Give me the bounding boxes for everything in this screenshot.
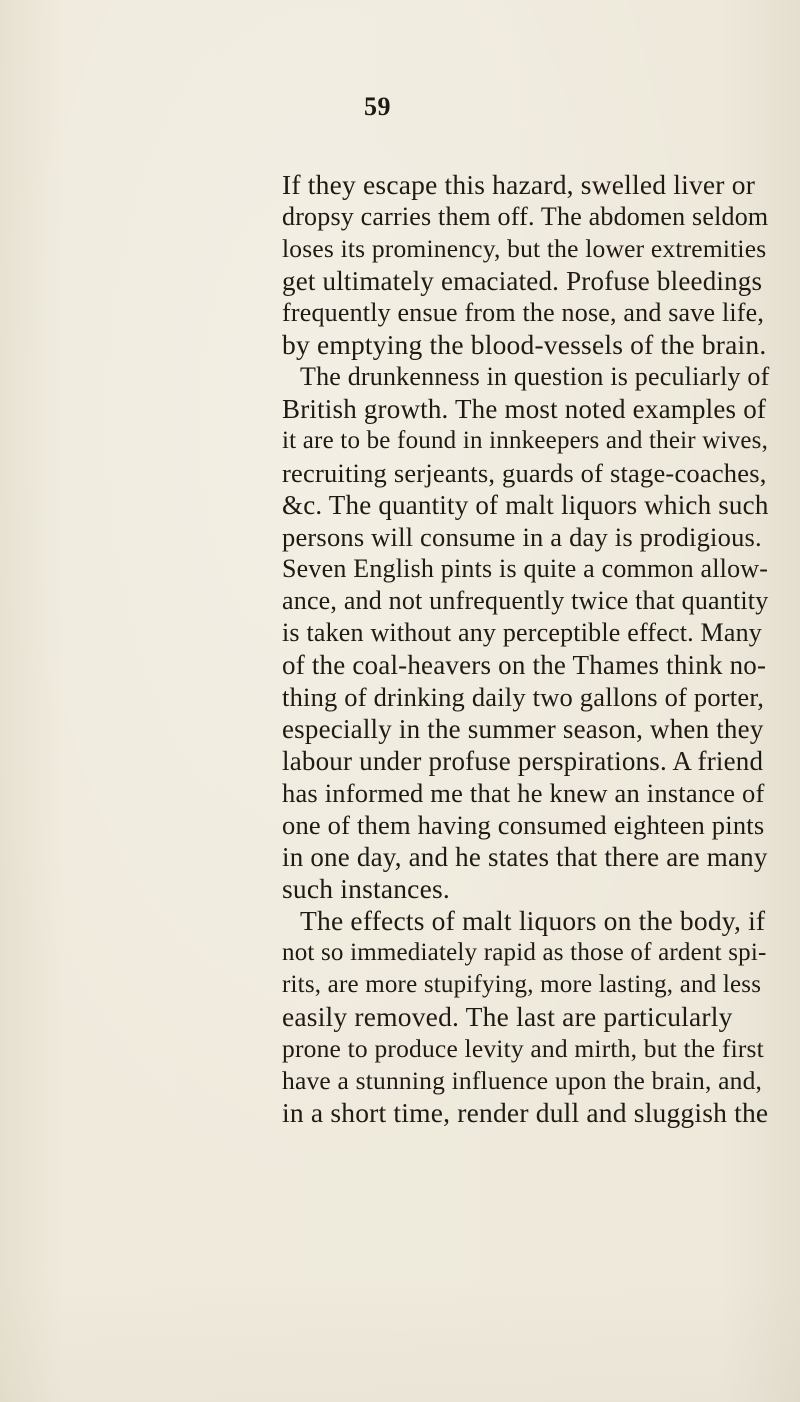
text-line-21: one of them having consumed eighteen pints [282, 810, 765, 840]
text-line-24: The effects of malt liquors on the body, if [300, 905, 766, 936]
text-line-4: get ultimately emaciated. Profuse bleedings [282, 266, 763, 296]
text-line-19: labour under profuse perspirations. A friend [282, 746, 764, 776]
text-line-15: is taken without any perceptible effect. Many [282, 618, 762, 647]
text-line-30: in a short time, render dull and sluggish the [282, 1097, 769, 1128]
text-line-1: If they escape this hazard, swelled liver or [282, 169, 756, 200]
text-line-28: prone to produce levity and mirth, but the first [282, 1034, 764, 1063]
text-line-8: British growth. The most noted examples of [282, 394, 767, 424]
text-line-26: rits, are more stupifying, more lasting, and less [282, 971, 762, 998]
text-line-13: Seven English pints is quite a common allow- [282, 554, 769, 583]
text-line-7: The drunkenness in question is peculiarly of [300, 362, 770, 391]
text-line-5: frequently ensue from the nose, and save life, [282, 298, 765, 327]
text-line-14: ance, and not unfrequently twice that quantity [282, 586, 769, 615]
text-line-22: in one day, and he states that there are many [282, 842, 768, 872]
text-line-3: loses its prominency, but the lower extremities [282, 234, 767, 263]
text-line-18: especially in the summer season, when they [282, 714, 764, 744]
text-line-6: by emptying the blood-vessels of the brain. [282, 329, 767, 360]
text-line-17: thing of drinking daily two gallons of porter, [282, 682, 765, 712]
text-line-23: such instances. [282, 873, 450, 904]
text-line-11: &c. The quantity of malt liquors which such [282, 490, 769, 520]
text-line-27: easily removed. The last are particularly [282, 1001, 733, 1032]
text-line-9: it are to be found in innkeepers and their wives, [282, 427, 769, 454]
text-line-29: have a stunning influence upon the brain, and, [282, 1066, 763, 1095]
text-line-20: has informed me that he knew an instance of [282, 778, 765, 808]
page-number: 59 [364, 92, 391, 121]
text-line-16: of the coal-heavers on the Thames think no- [282, 650, 767, 680]
text-line-2: dropsy carries them off. The abdomen seldom [282, 202, 769, 231]
text-line-10: recruiting serjeants, guards of stage-coaches, [282, 458, 767, 488]
page-bottom-margin [0, 1280, 800, 1402]
text-line-25: not so immediately rapid as those of ardent spi- [282, 939, 767, 966]
text-line-12: persons will consume in a day is prodigious. [282, 522, 762, 552]
